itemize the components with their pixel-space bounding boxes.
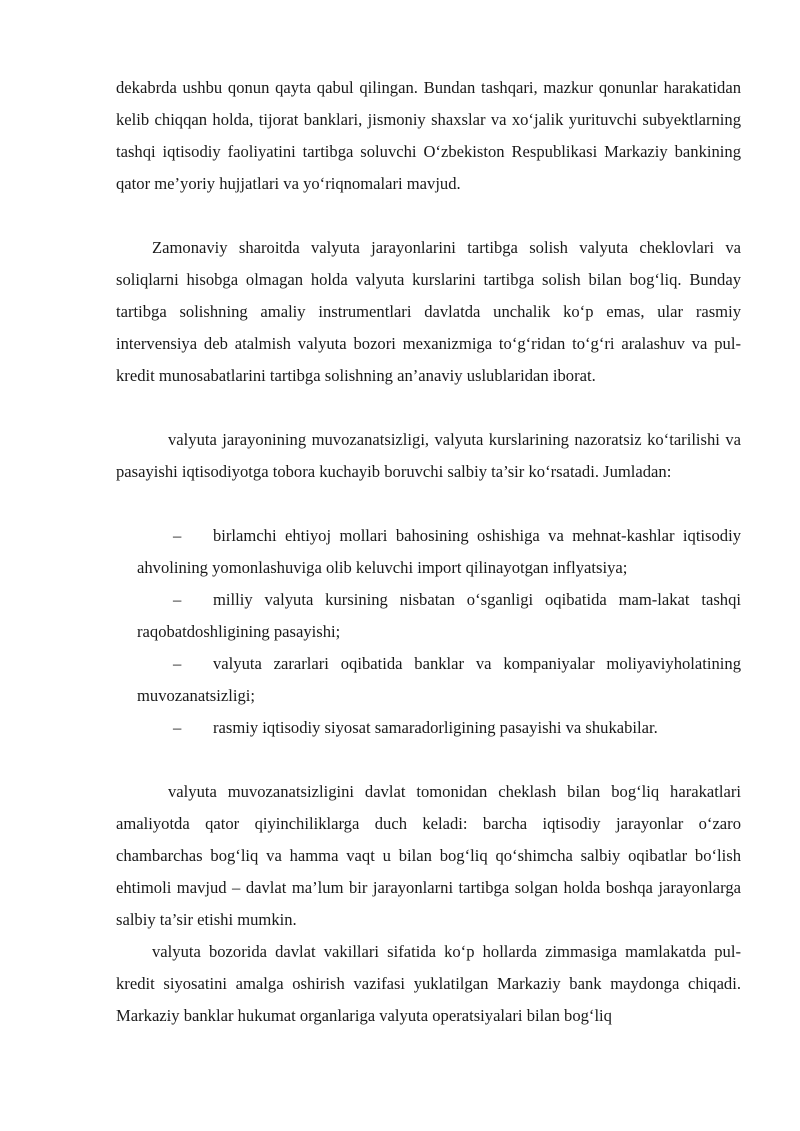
dash-marker: – <box>173 654 182 673</box>
bullet-list <box>137 520 741 744</box>
dash-marker: – <box>173 590 182 609</box>
bullet-item-3 <box>137 648 741 712</box>
dash-marker: – <box>173 718 182 737</box>
bullet-item-2 <box>137 584 741 648</box>
bullet-item-1 <box>137 520 741 584</box>
paragraph-3: valyuta jarayonining muvozanatsizligi, valyuta kurslarining nazoratsiz ko‘tarilishi va pasayishi iqtisodiyotga tobora kuchayib boruvchi salbiy ta’sir ko‘rsatadi. Jumladan: <box>116 430 741 481</box>
paragraph-5: valyuta bozorida davlat vakillari sifatida ko‘p hollarda zimmasiga mamlakatda pul-kredit siyosatini amalga oshirish vazifasi yuklatilgan Markaziy bank maydonga chiqadi. Markaziy banklar hukumat organlariga valyuta operatsiyalari bilan bog‘liq <box>116 942 741 1025</box>
paragraph-1: dekabrda ushbu qonun qayta qabul qilingan. Bundan tashqari, mazkur qonunlar harakatidan kelib chiqqan holda, tijorat banklari, jismoniy shaxslar va xo‘jalik yurituvchi subyektlarning tashqi iqtisodiy faoliyatini tartibga soluvchi O‘zbekiston Respublikasi Markaziy bankining qator me’yoriy hujjatlari va yo‘riqnomalari mavjud. <box>116 78 741 193</box>
bullet-text: milliy valyuta kursining nisbatan o‘sganligi oqibatida mam-lakat tashqi raqobatdoshligining pasayishi; <box>137 590 741 641</box>
dash-marker: – <box>173 526 182 545</box>
bullet-text: valyuta zararlari oqibatida banklar va kompaniyalar moliyaviyholatining muvozanatsizligi; <box>137 654 741 705</box>
paragraph-4: valyuta muvozanatsizligini davlat tomonidan cheklash bilan bog‘liq harakatlari amaliyotda qator qiyinchiliklarga duch keladi: barcha iqtisodiy jarayonlar o‘zaro chambarchas bog‘liq va hamma vaqt u bilan bog‘liq qo‘shimcha salbiy oqibatlar bo‘lish ehtimoli mavjud – davlat ma’lum bir jarayonlarni tartibga solgan holda boshqa jarayonlarga salbiy ta’sir etishi mumkin. <box>116 782 741 929</box>
bullet-text: rasmiy iqtisodiy siyosat samaradorligining pasayishi va shukabilar. <box>213 718 658 737</box>
bullet-text: birlamchi ehtiyoj mollari bahosining oshishiga va mehnat-kashlar iqtisodiy ahvolining yomonlashuviga olib keluvchi import qilinayotgan inflyatsiya; <box>137 526 741 577</box>
bullet-item-4 <box>137 712 741 744</box>
paragraph-2: Zamonaviy sharoitda valyuta jarayonlarini tartibga solish valyuta cheklovlari va soliqlarni hisobga olmagan holda valyuta kurslarini tartibga solish bilan bog‘liq. Bunday tartibga solishning amaliy instrumentlari davlatda unchalik ko‘p emas, ular rasmiy intervensiya deb atalmish valyuta bozori mexanizmiga to‘g‘ridan to‘g‘ri aralashuv va pul-kredit munosabatlarini tartibga solishning an’anaviy uslublaridan iborat. <box>116 238 741 385</box>
